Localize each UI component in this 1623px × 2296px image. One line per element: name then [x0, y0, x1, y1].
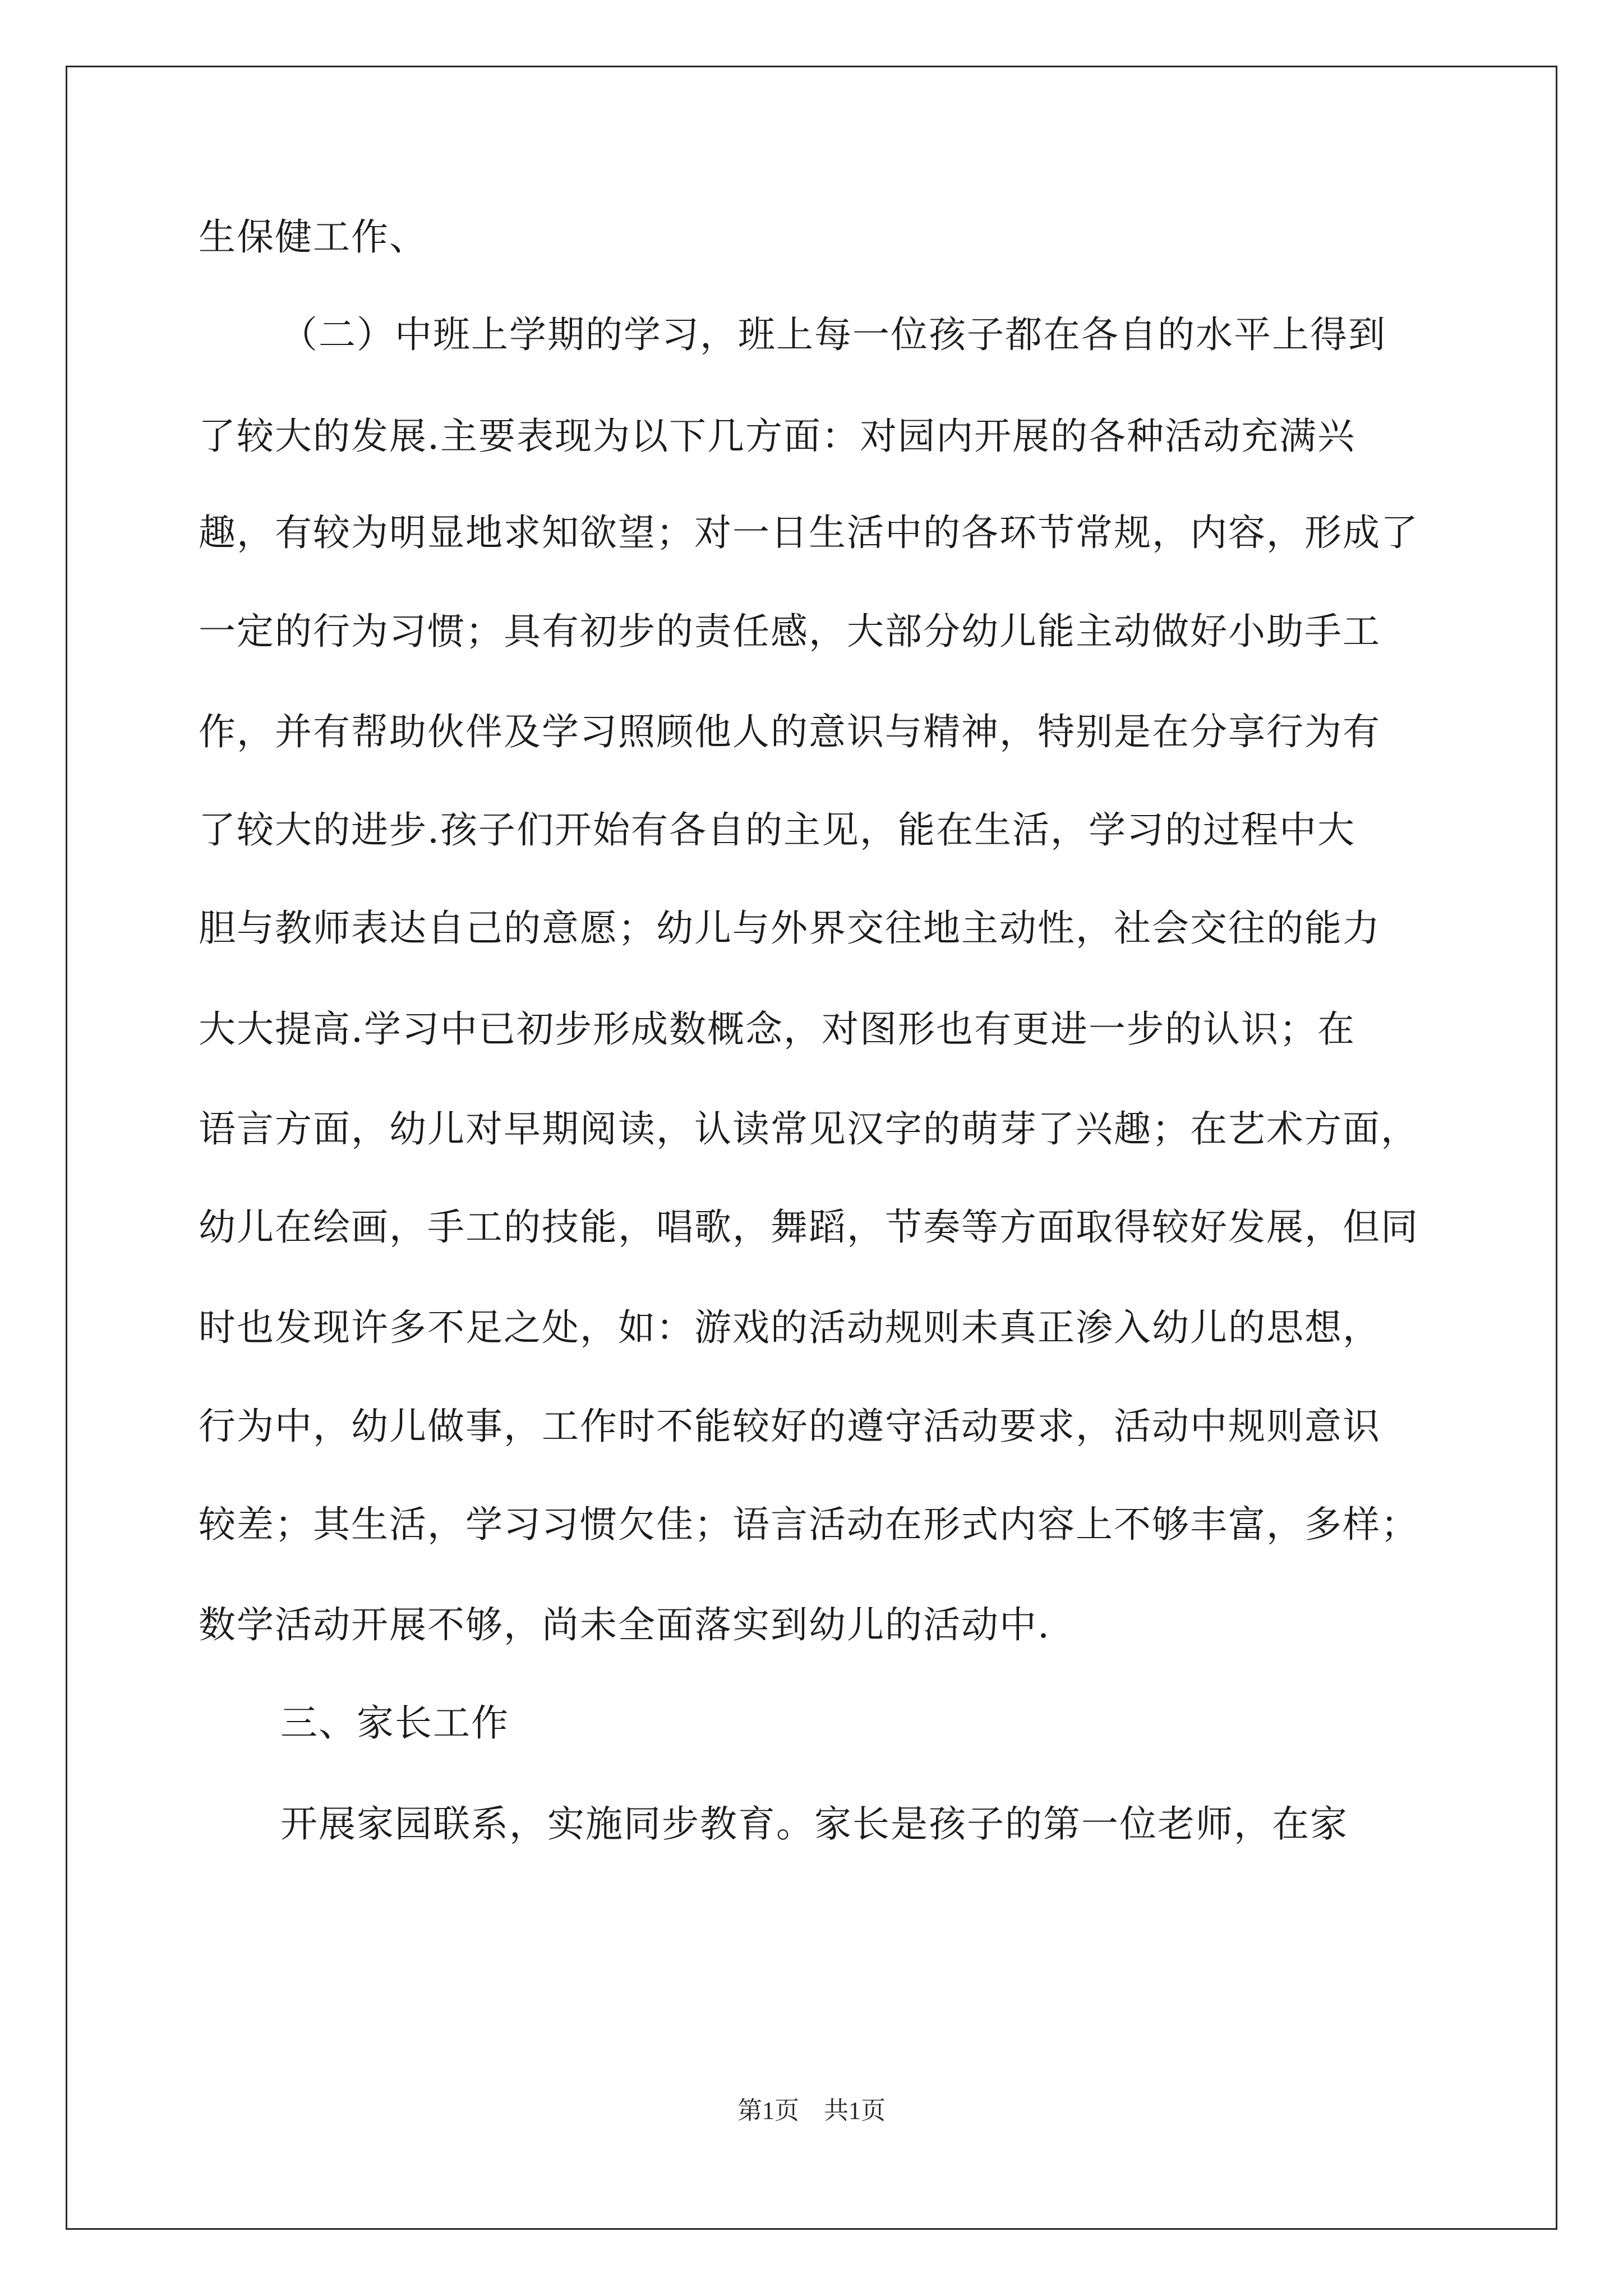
text-line: 趣，有较为明显地求知欲望；对一日生活中的各环节常规，内容，形成了	[199, 511, 1419, 554]
text-line: 幼儿在绘画，手工的技能，唱歌，舞蹈，节奏等方面取得较好发展，但同	[199, 1205, 1419, 1249]
text-line: 时也发现许多不足之处，如：游戏的活动规则未真正渗入幼儿的思想，	[199, 1306, 1381, 1349]
text-line: 一定的行为习惯；具有初步的责任感，大部分幼儿能主动做好小助手工	[199, 610, 1381, 653]
text-line: 生保健工作、	[199, 215, 427, 259]
text-line: 了较大的发展.主要表现为以下几方面：对园内开展的各种活动充满兴	[199, 415, 1355, 458]
text-line: （二）中班上学期的学习，班上每一位孩子都在各自的水平上得到	[280, 313, 1386, 356]
text-line: 胆与教师表达自己的意愿；幼儿与外界交往地主动性，社会交往的能力	[199, 907, 1381, 950]
text-line: 数学活动开展不够，尚未全面落实到幼儿的活动中.	[199, 1603, 1050, 1646]
text-line: 开展家园联系，实施同步教育。家长是孩子的第一位老师，在家	[280, 1802, 1348, 1846]
text-line: 行为中，幼儿做事，工作时不能较好的遵守活动要求，活动中规则意识	[199, 1405, 1381, 1448]
text-line: 语言方面，幼儿对早期阅读，认读常见汉字的萌芽了兴趣；在艺术方面，	[199, 1107, 1419, 1151]
text-line: 较差；其生活，学习习惯欠佳；语言活动在形式内容上不够丰富，多样；	[199, 1503, 1419, 1546]
text-line: 大大提高.学习中已初步形成数概念，对图形也有更进一步的认识；在	[199, 1007, 1355, 1051]
section-heading: 三、家长工作	[280, 1701, 509, 1745]
page-number-footer: 第1页 共1页	[737, 2097, 886, 2124]
text-line: 作，并有帮助伙伴及学习照顾他人的意识与精神，特别是在分享行为有	[199, 710, 1381, 753]
text-line: 了较大的进步.孩子们开始有各自的主见，能在生活，学习的过程中大	[199, 808, 1355, 852]
